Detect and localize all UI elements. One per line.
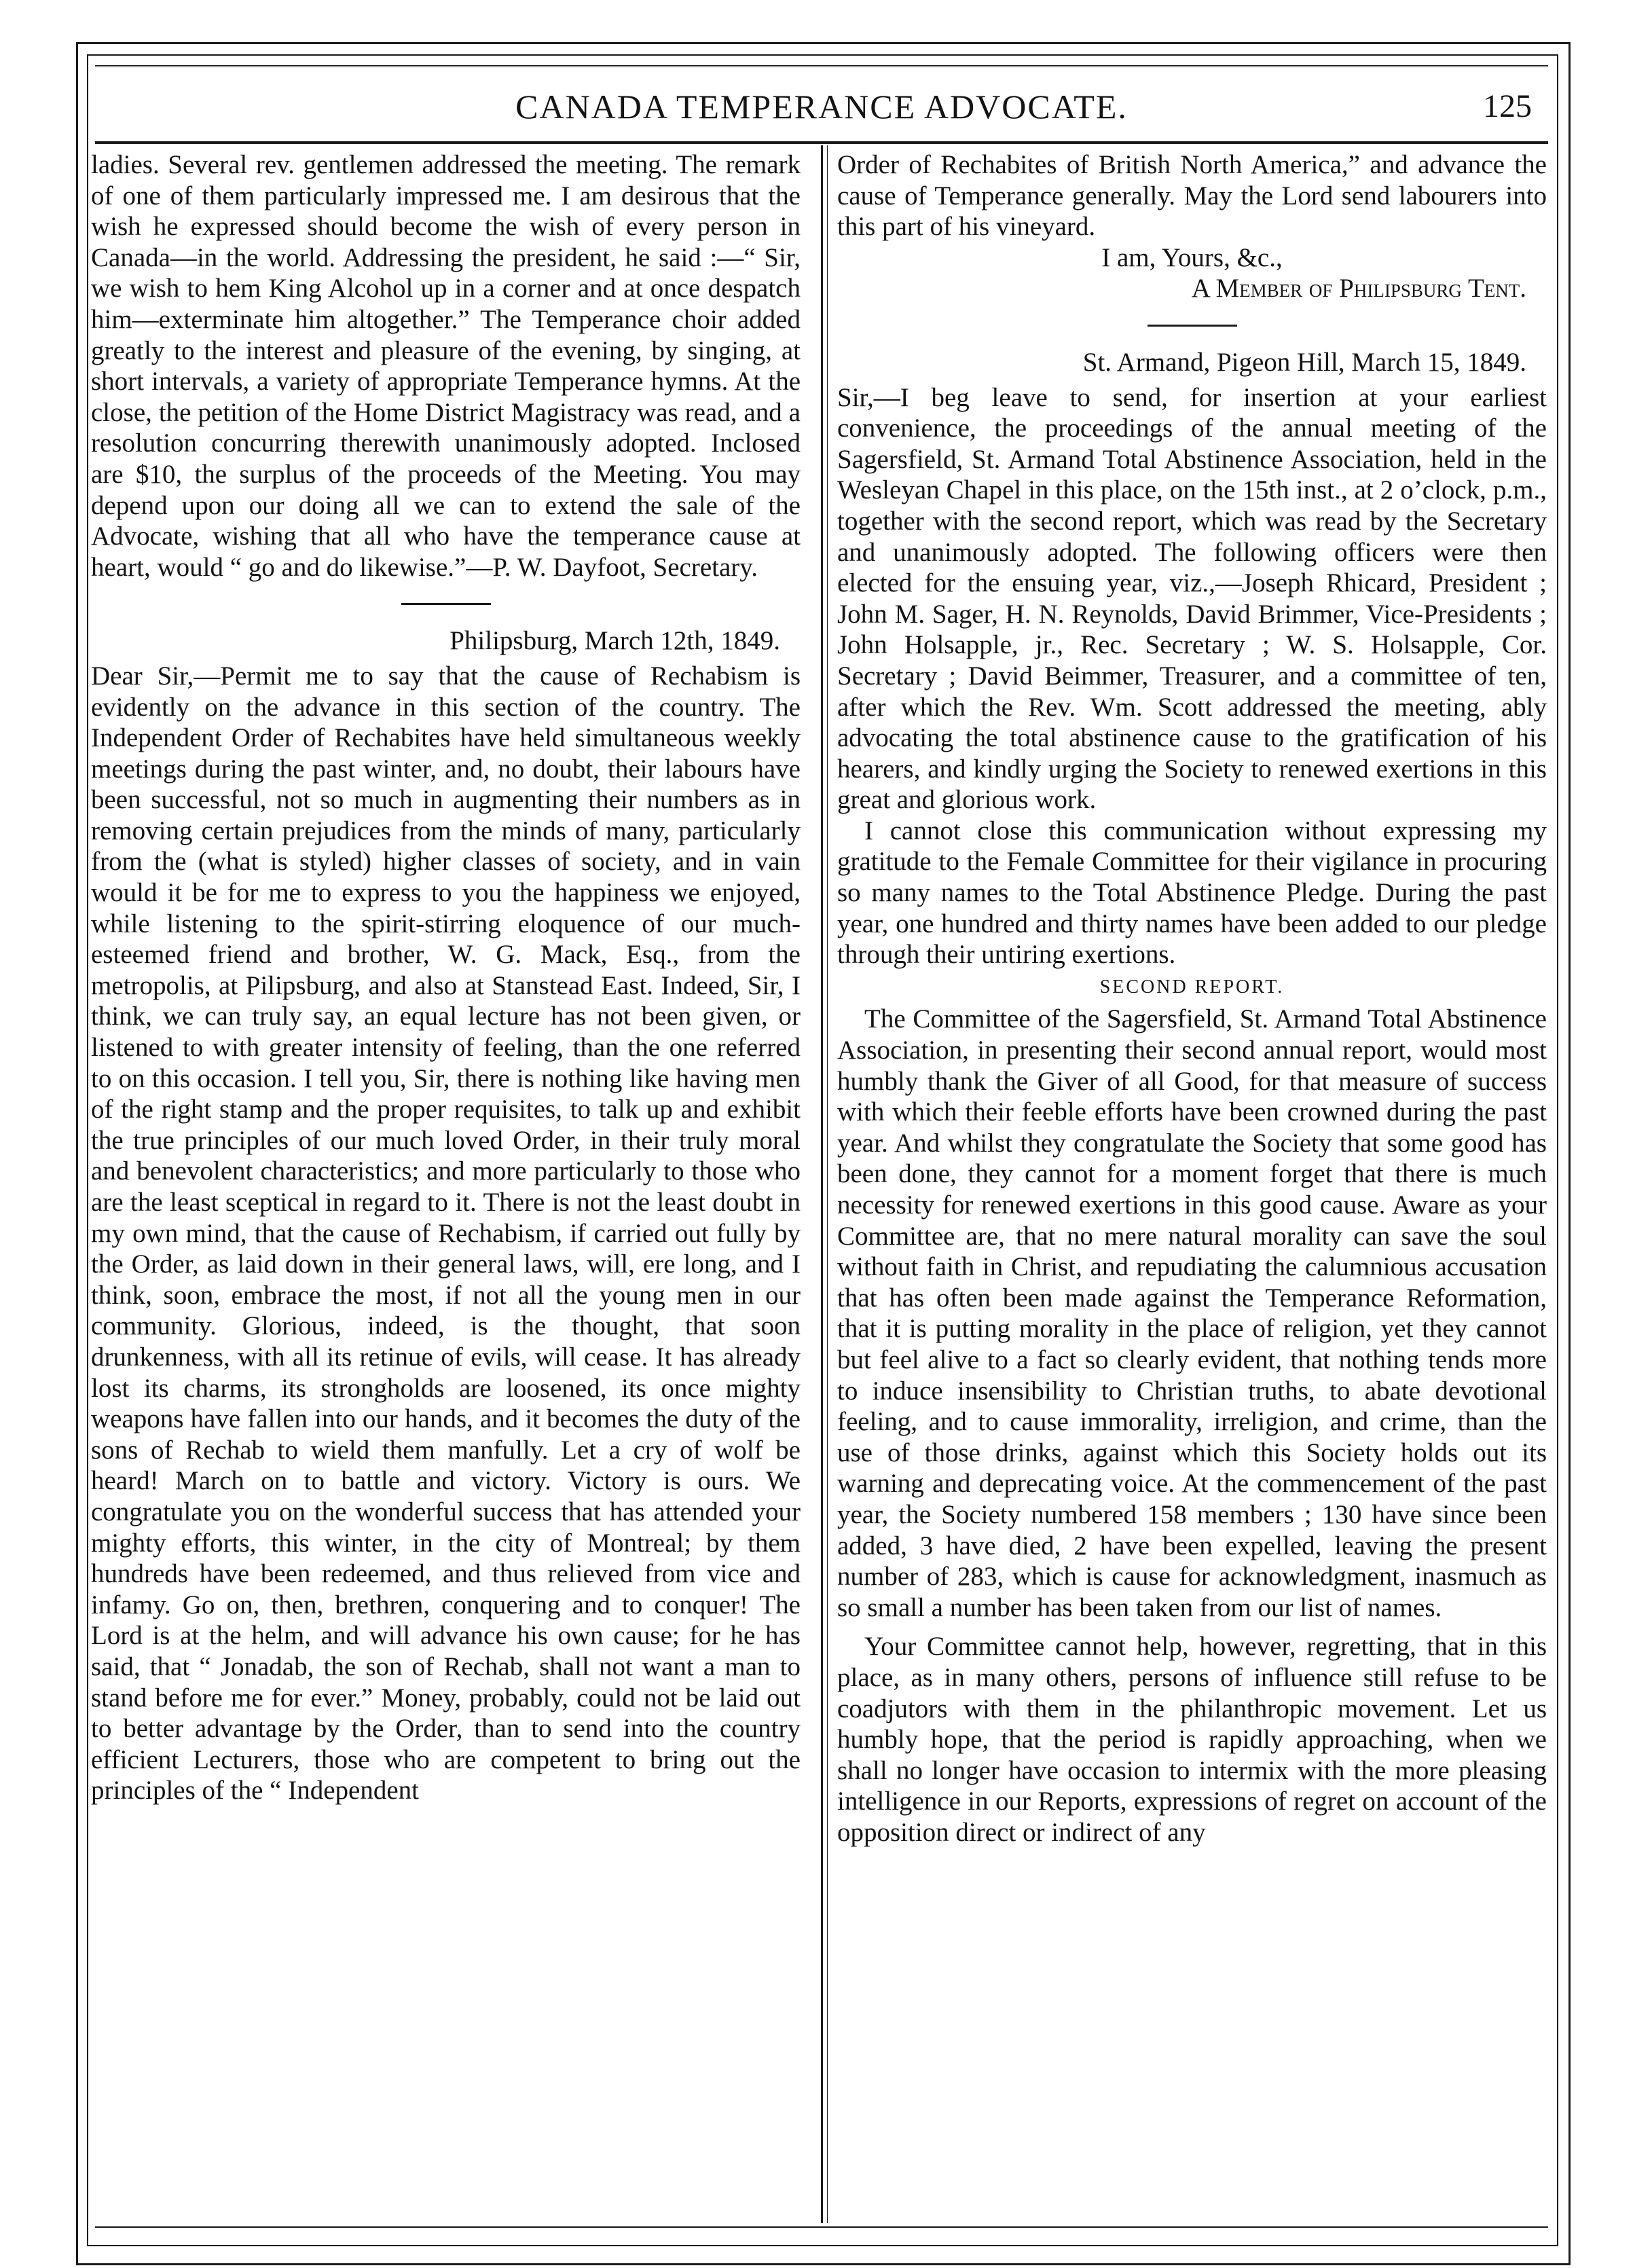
- column-divider: [821, 145, 823, 2223]
- page-number: 125: [1483, 88, 1532, 124]
- right-paragraph-5: Your Committee cannot help, however, regretting, that in this place, as in many others, persons of influence still refuse to be coadjutors with them in the philanthropic movement. Let us humbly hope, that the period is rapidly approaching, when we shall no longer have occasion to intermix with the more pleasing intelligence in our Reports, expressions of regret on account of the opposition direct or indirect of any: [837, 1632, 1547, 1847]
- right-paragraph-1: Order of Rechabites of British North America,” and advance the cause of Temperance generally. May the Lord send labourers into this part of his vineyard.: [837, 150, 1547, 242]
- left-dateline: Philipsburg, March 12th, 1849.: [449, 626, 780, 656]
- left-paragraph-1: ladies. Several rev. gentlemen addressed the meeting. The remark of one of them particularly impressed me. I am desirous that the wish he expressed should become the wish of every person in Canada—in the world. Addressing the president, he said :—“ Sir, we wish to hem King Alcohol up in a corner and at once despatch him—exterminate him altogether.” The Temperance choir added greatly to the interest and pleasure of the evening, by singing, at short intervals, a variety of appropriate Temperance hymns. At the close, the petition of the Home District Magistracy was read, and a resolution concurring therewith unanimously adopted. Inclosed are $10, the surplus of the proceeds of the Meeting. You may depend upon our doing all we can to extend the sale of the Advocate, wishing that all who have the temperance cause at heart, would “ go and do likewise.”—P. W. Dayfoot, Secretary.: [91, 150, 801, 582]
- right-signature: A Member of Philipsburg Tent.: [1191, 274, 1526, 304]
- header-rule-top: [95, 65, 1548, 67]
- report-heading: SECOND REPORT.: [1099, 976, 1285, 998]
- right-paragraph-2: Sir,—I beg leave to send, for insertion at your earliest convenience, the proceedings of the annual meeting of the Sagersfield, St. Armand Total Abstinence Association, held in the Wesleyan Chapel in this place, on the 15th inst., at 2 o’clock, p.m., together with the second report, which was read by the Secretary and unanimously adopted. The following officers were then elected for the ensuing year, viz.,—Joseph Rhicard, President ; John M. Sager, H. N. Reynolds, David Brimmer, Vice-Presidents ; John Holsapple, jr., Rec. Secretary ; W. S. Holsapple, Cor. Secretary ; David Beimmer, Treasurer, and a committee of ten, after which the Rev. Wm. Scott addressed the meeting, ably advocating the total abstinence cause to the gratification of his hearers, and kindly urging the Society to renewed exertions in this great and glorious work.: [837, 382, 1547, 815]
- section-rule: [1148, 325, 1237, 327]
- left-column: [91, 149, 801, 1806]
- right-column: [837, 149, 1547, 1848]
- right-closing: I am, Yours, &c.,: [1101, 242, 1283, 272]
- right-paragraph-3: I cannot close this communication without expressing my gratitude to the Female Committee for their vigilance in procuring so many names to the Total Abstinence Pledge. During the past year, one hundred and thirty names have been added to our pledge through their untiring exertions.: [837, 816, 1547, 970]
- page-title: CANADA TEMPERANCE ADVOCATE.: [515, 88, 1128, 126]
- left-paragraph-2: Dear Sir,—Permit me to say that the cause of Rechabism is evidently on the advance in this section of the country. The Independent Order of Rechabites have held simultaneous weekly meetings during the past winter, and, no doubt, their labours have been successful, not so much in augmenting their numbers as in removing certain prejudices from the minds of many, particularly from the (what is styled) higher classes of society, and in vain would it be for me to express to you the happiness we enjoyed, while listening to the spirit-stirring eloquence of our much-esteemed friend and brother, W. G. Mack, Esq., from the metropolis, at Pilipsburg, and also at Stanstead East. Indeed, Sir, I think, we can truly say, an equal lecture has not been given, or listened to with greater intensity of feeling, than the one referred to on this occasion. I tell you, Sir, there is nothing like having men of the right stamp and the proper requisites, to talk up and exhibit the true principles of our much loved Order, in their truly moral and benevolent characteristics; and more particularly to those who are the least sceptical in regard to it. There is not the least doubt in my own mind, that the cause of Rechabism, if carried out fully by the Order, as laid down in their general laws, will, ere long, and I think, soon, embrace the most, if not all the young men in our community. Glorious, indeed, is the thought, that soon drunkenness, with all its retinue of evils, will cease. It has already lost its charms, its strongholds are loosened, its once mighty weapons have fallen into our hands, and it becomes the duty of the sons of Rechab to wield them manfully. Let a cry of wolf be heard! March on to battle and victory. Victory is ours. We congratulate you on the wonderful success that has attended your mighty efforts, this winter, in the city of Montreal; by them hundreds have been redeemed, and thus relieved from vice and infamy. Go on, then, brethren, conquering and to conquer! The Lord is at the helm, and will advance his own cause; for he has said, that “ Jonadab, the son of Rechab, shall not want a man to stand before me for ever.” Money, probably, could not be laid out to better advantage by the Order, than to send into the country efficient Lecturers, those who are competent to bring out the principles of the “ Independent: [91, 661, 801, 1806]
- bottom-rule: [95, 2226, 1548, 2228]
- masthead: [95, 76, 1548, 137]
- column-divider-thin: [827, 145, 828, 2223]
- right-paragraph-4: The Committee of the Sagersfield, St. Armand Total Abstinence Association, in presenting their second annual report, would most humbly thank the Giver of all Good, for that measure of success with which their feeble efforts have been crowned during the past year. And whilst they congratulate the Society that some good has been done, they cannot for a moment forget that there is much necessity for renewed exertions in this good cause. Aware as your Committee are, that no mere natural morality can save the soul without faith in Christ, and repudiating the calumnious accusation that has often been made against the Temperance Reformation, that it is putting morality in the place of religion, yet they cannot but feel alive to a fact so clearly evident, that nothing tends more to induce insensibility to Christian truths, to abate devotional feeling, and to cause immorality, irreligion, and crime, than the use of those drinks, against which this Society holds out its warning and deprecating voice. At the commencement of the past year, the Society numbered 158 members ; 130 have since been added, 3 have died, 2 have been expelled, leaving the present number of 283, which is cause for acknowledgment, inasmuch as so small a number has been taken from our list of names.: [837, 1004, 1547, 1622]
- header-rule-bottom: [95, 141, 1548, 144]
- right-dateline: St. Armand, Pigeon Hill, March 15, 1849.: [1082, 347, 1526, 377]
- section-rule: [401, 603, 491, 605]
